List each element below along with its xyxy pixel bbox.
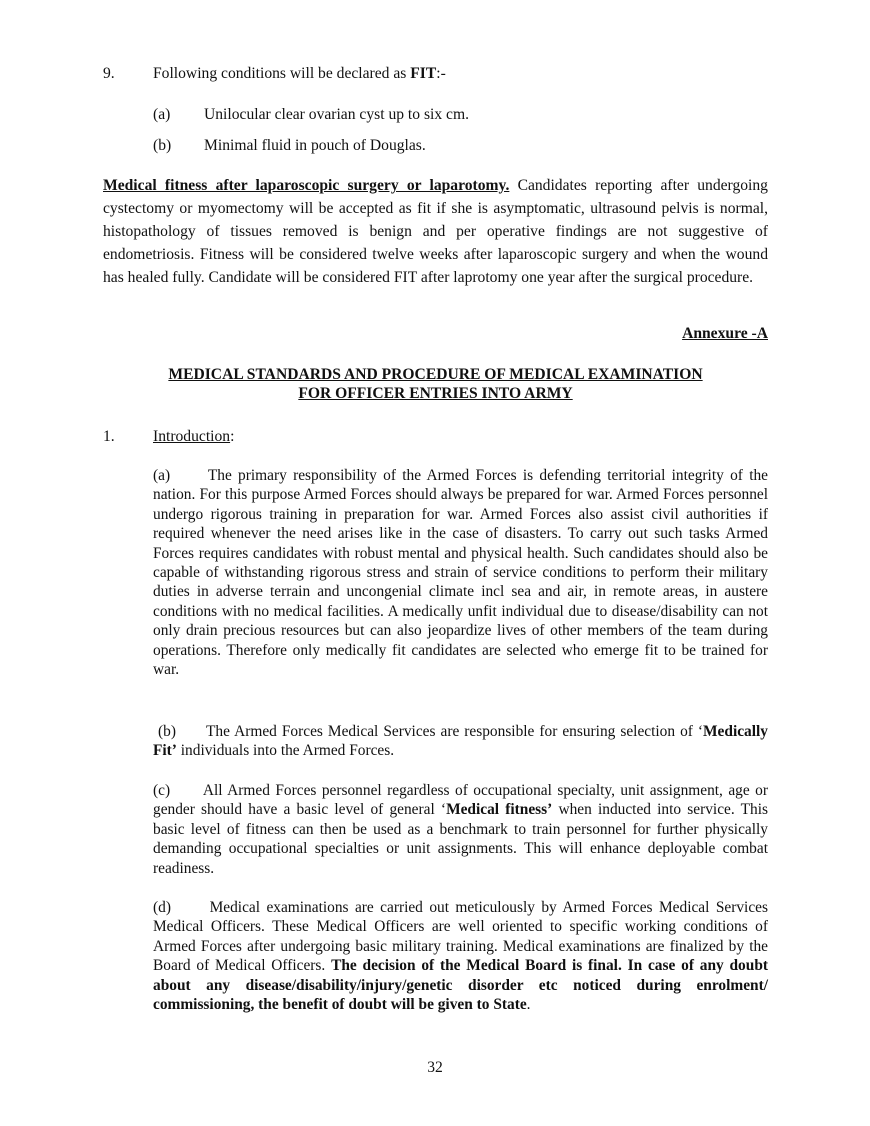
paragraph-c: (c) All Armed Forces personnel regardless of occupational specialty, unit assignment, age or gender should have a basic level of general ‘Medical fitness’ when inducted into service. This basic level of fitness can then be used as a benchmark to train personnel for further physically demanding occupational specialties or unit assignments. This will enhance deployable combat readiness. xyxy=(153,782,768,877)
paragraph-d: (d) Medical examinations are carried out meticulously by Armed Forces Medical Services Medical Officers. These Medical Officers are well oriented to specific working conditions of Armed Forces after undergoing basic military training. Medical examinations are finalized by the Board of Medical Officers. The decision of the Medical Board is final. In case of any doubt about any disease/disability/injury/genetic disorder etc noticed during enrolment/ commissioning, the benefit of doubt will be given to State. xyxy=(153,899,768,1014)
item-9b-text: Minimal fluid in pouch of Douglas. xyxy=(204,137,426,154)
item-9a-label: (a) xyxy=(153,106,171,123)
document-title-line-2: FOR OFFICER ENTRIES INTO ARMY xyxy=(298,385,573,402)
paragraph-b: (b) The Armed Forces Medical Services are responsible for ensuring selection of ‘Medically Fit’ individuals into the Armed Forces. xyxy=(153,723,768,760)
fitness-after-surgery-heading: Medical fitness after laparoscopic surgery or laparotomy. xyxy=(103,177,510,194)
annexure-label: Annexure -A xyxy=(682,325,768,342)
item-9a-text: Unilocular clear ovarian cyst up to six cm. xyxy=(204,106,470,123)
paragraph-a: (a) The primary responsibility of the Armed Forces is defending territorial integrity of the nation. For this purpose Armed Forces should always be prepared for war. Armed Forces personnel undergo rigorous training in preparation for war. Armed Forces also assist civil authorities if required whenever the need arises like in the case of disasters. To carry out such tasks Armed Forces requires candidates with robust mental and physical health. Such candidates should also be capable of withstanding rigorous stress and strain of service conditions to perform their military duties in adverse terrain and uncongenial climate incl sea and air, in remote areas, in austere conditions with no medical facilities. A medically unfit individual due to disease/disability can not only drain precious resources but can also jeopardize lives of other members of the team during operations. Therefore only medically fit candidates are selected who emerge fit to be trained for war. xyxy=(153,467,768,679)
section-1-heading: Introduction: xyxy=(153,428,235,445)
item-9-number: 9. xyxy=(103,65,115,82)
item-9-text: Following conditions will be declared as FIT:- xyxy=(153,65,446,82)
item-9b-label: (b) xyxy=(153,137,172,154)
page-number: 32 xyxy=(427,1059,443,1076)
document-title-line-1: MEDICAL STANDARDS AND PROCEDURE OF MEDICAL EXAMINATION xyxy=(168,366,703,383)
section-1-number: 1. xyxy=(103,428,115,445)
fitness-after-surgery-paragraph: Medical fitness after laparoscopic surgery or laparotomy. Candidates reporting after undergoing cystectomy or myomectomy will be accepted as fit if she is asymptomatic, ultrasound pelvis is normal, histopathology of tissues removed is benign and per operative findings are not suggestive of endometriosis. Fitness will be considered twelve weeks after laparoscopic surgery and when the wound has healed fully. Candidate will be considered FIT after laprotomy one year after the surgical procedure. xyxy=(103,177,768,286)
